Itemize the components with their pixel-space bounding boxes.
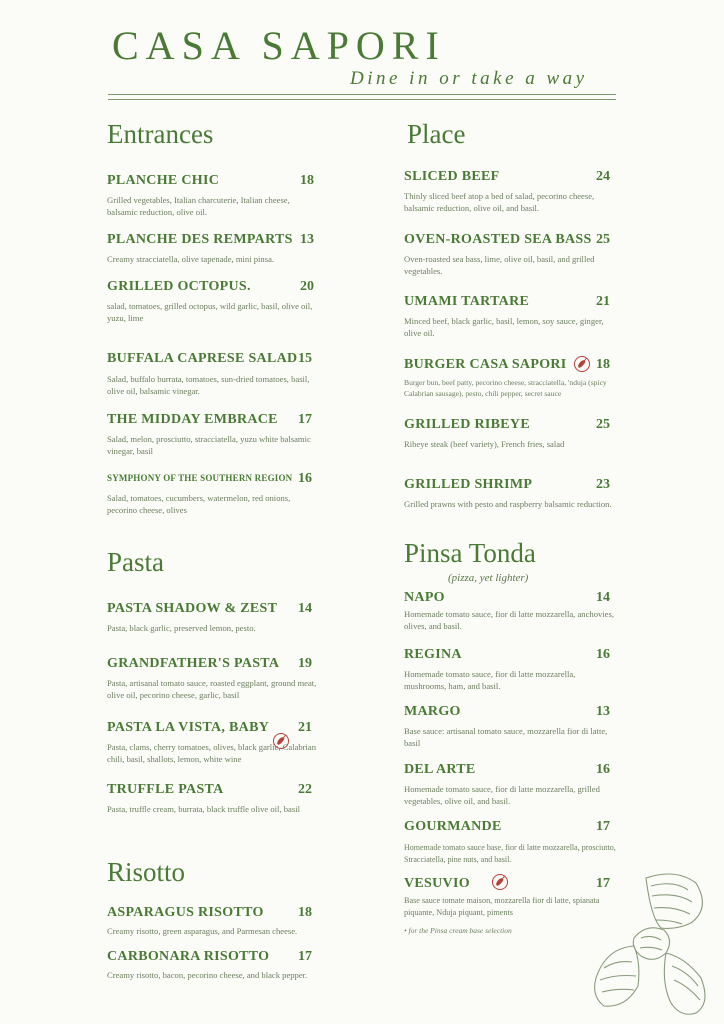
menu-item-name: BURGER CASA SAPORI	[404, 357, 567, 372]
menu-item-description: Pasta, truffle cream, burrata, black truffle olive oil, basil	[107, 804, 300, 814]
menu-item-description: Oven-roasted sea bass, lime, olive oil, basil, and grilled vegetables.	[404, 254, 595, 276]
menu-item-price: 16	[596, 647, 610, 662]
menu-item-price: 17	[596, 819, 610, 834]
menu-item-name: CARBONARA RISOTTO	[107, 949, 270, 964]
pinsa-note-text: for the Pinsa cream base selection	[408, 926, 512, 935]
menu-item-name: GOURMANDE	[404, 819, 502, 834]
menu-item-price: 19	[298, 656, 312, 671]
menu-item-name: GRILLED OCTOPUS.	[107, 279, 251, 294]
menu-item-name: GRILLED SHRIMP	[404, 477, 533, 492]
menu-item-price: 21	[596, 294, 610, 309]
menu-item-description: Creamy risotto, green asparagus, and Parmesan cheese.	[107, 926, 298, 936]
menu-item-price: 17	[298, 412, 312, 427]
menu-item-name: MARGO	[404, 704, 461, 719]
menu-item-price: 16	[596, 762, 610, 777]
header-divider-top	[108, 94, 616, 95]
menu-item-price: 17	[298, 949, 312, 964]
menu-item-price: 24	[596, 169, 610, 184]
section-title-place: Place	[407, 119, 466, 149]
menu-item-name: ASPARAGUS RISOTTO	[107, 905, 264, 920]
menu-item-name: PLANCHE CHIC	[107, 173, 220, 188]
menu-item-description: Base sauce tomate maison, mozzarella fior di latte, spianata piquante, Nduja piquant, piments	[404, 896, 600, 917]
menu-item-name: PLANCHE DES REMPARTS	[107, 232, 293, 247]
menu-item-description: Salad, tomatoes, cucumbers, watermelon, red onions, pecorino cheese, olives	[107, 493, 291, 515]
menu-item-description: Pasta, artisanal tomato sauce, roasted eggplant, ground meat, olive oil, pecorino cheese, garlic, basil	[107, 678, 317, 700]
menu-item-price: 25	[596, 417, 610, 432]
menu-item-description: Salad, melon, prosciutto, stracciatella, yuzu white balsamic vinegar, basil	[107, 434, 311, 456]
menu-item-name: NAPO	[404, 590, 445, 605]
menu-item-description: Creamy stracciatella, olive tapenade, mini pinsa.	[107, 254, 275, 264]
menu-item-description: Grilled vegetables, Italian charcuterie, Italian cheese, balsamic reduction, olive oil.	[107, 195, 290, 217]
menu-item-description: Creamy risotto, bacon, pecorino cheese, and black pepper.	[107, 970, 308, 980]
menu-item-name: TRUFFLE PASTA	[107, 782, 224, 797]
menu-item-price: 17	[596, 876, 610, 891]
section-subtitle: (pizza, yet lighter)	[448, 572, 529, 584]
menu-item-description: Homemade tomato sauce, fior di latte mozzarella, mushrooms, ham, and basil.	[404, 669, 576, 691]
menu-item-description: Pasta, clams, cherry tomatoes, olives, black garlic, Calabrian chili, basil, shallots, lemon, white wine	[107, 742, 317, 764]
menu-item-price: 14	[596, 590, 610, 605]
menu-item-description: Pasta, black garlic, preserved lemon, pesto.	[107, 623, 256, 633]
menu-item-description: salad, tomatoes, grilled octopus, wild garlic, basil, olive oil, yuzu, lime	[107, 301, 313, 323]
menu-item-name: PASTA SHADOW & ZEST	[107, 601, 278, 616]
menu-item-name: PASTA LA VISTA, BABY	[107, 720, 270, 735]
menu-item-price: 18	[298, 905, 312, 920]
header-divider-bottom	[108, 99, 616, 100]
pinsa-note: • for the Pinsa cream base selection	[404, 926, 512, 935]
menu-item-name: OVEN-ROASTED SEA BASS	[404, 232, 592, 247]
menu-item-name: SYMPHONY OF THE SOUTHERN REGION	[107, 473, 293, 483]
menu-item-description: Homemade tomato sauce, fior di latte mozzarella, anchovies, olives, and basil.	[404, 609, 614, 631]
menu-item-price: 16	[298, 471, 312, 486]
menu-item-name: SLICED BEEF	[404, 169, 500, 184]
menu-item-price: 20	[300, 279, 314, 294]
menu-item-description: Homemade tomato sauce, fior di latte mozzarella, grilled vegetables, olive oil, and basil.	[404, 784, 600, 806]
menu-item-price: 23	[596, 477, 610, 492]
menu-item-description: Grilled prawns with pesto and raspberry balsamic reduction.	[404, 499, 612, 509]
section-title-pasta: Pasta	[107, 547, 164, 577]
menu-item-price: 15	[298, 351, 312, 366]
menu-item-price: 21	[298, 720, 312, 735]
tagline: Dine in or take a way	[350, 68, 588, 89]
farfalle-pasta-illustration	[586, 868, 716, 1018]
section-title-risotto: Risotto	[107, 857, 186, 887]
section-title-entrances: Entrances	[107, 119, 214, 149]
menu-item-description: Base sauce: artisanal tomato sauce, mozzarella fior di latte, basil	[404, 726, 608, 748]
menu-item-price: 18	[596, 357, 610, 372]
menu-item-name: UMAMI TARTARE	[404, 294, 530, 309]
menu-item-name: GRANDFATHER'S PASTA	[107, 656, 280, 671]
menu-item-description: Minced beef, black garlic, basil, lemon, soy sauce, ginger, olive oil.	[404, 316, 604, 338]
menu-item-name: GRILLED RIBEYE	[404, 417, 530, 432]
menu-item-name: BUFFALA CAPRESE SALAD	[107, 351, 298, 366]
menu-item-description: Ribeye steak (beef variety), French fries, salad	[404, 439, 565, 449]
menu-item-name: REGINA	[404, 647, 462, 662]
restaurant-title: CASA SAPORI	[112, 23, 446, 68]
menu-item-price: 22	[298, 782, 312, 797]
menu-item-description: Homemade tomato sauce base, fior di latte mozzarella, prosciutto, Stracciatella, pine nuts, and basil.	[404, 843, 616, 864]
chili-pepper-icon	[491, 873, 509, 891]
menu-item-price: 14	[298, 601, 312, 616]
menu-item-description: Salad, buffalo burrata, tomatoes, sun-dried tomatoes, basil, olive oil, balsamic vinegar.	[107, 374, 310, 396]
menu-item-description: Burger bun, beef patty, pecorino cheese, stracciatella, 'nduja (spicy Calabrian sausage), pesto, chili pepper, secret sauce	[404, 378, 607, 398]
section-title-pinsa: Pinsa Tonda	[404, 538, 536, 568]
menu-item-name: THE MIDDAY EMBRACE	[107, 412, 278, 427]
menu-item-description: Thinly sliced beef atop a bed of salad, pecorino cheese, balsamic reduction, olive oil, and basil.	[404, 191, 595, 213]
menu-item-price: 18	[300, 173, 314, 188]
menu-item-name: DEL ARTE	[404, 762, 476, 777]
menu-item-price: 13	[596, 704, 610, 719]
menu-item-price: 25	[596, 232, 610, 247]
menu-item-price: 13	[300, 232, 314, 247]
chili-pepper-icon	[573, 355, 591, 373]
menu-item-name: VESUVIO	[404, 876, 470, 891]
